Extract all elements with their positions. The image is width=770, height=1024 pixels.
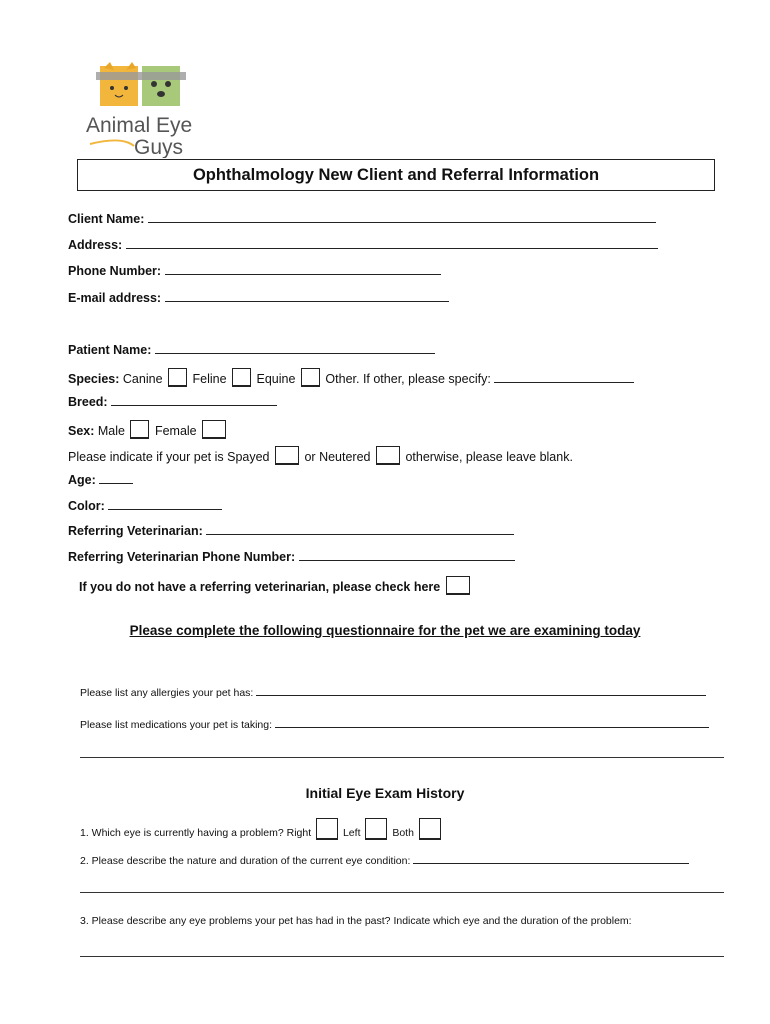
q1-both-checkbox[interactable] — [419, 818, 441, 840]
q3-label: 3. Please describe any eye problems your pet has had in the past? Indicate which eye and the duration of the problem: — [80, 915, 632, 927]
history-heading: Initial Eye Exam History — [305, 785, 465, 801]
q1-both-label: Both — [392, 827, 414, 839]
q1-right-label: Right — [286, 827, 312, 839]
q3-answer-line[interactable] — [80, 956, 724, 957]
no-ref-vet-label: If you do not have a referring veterinarian, please check here — [79, 580, 441, 594]
ref-vet-phone-field[interactable] — [299, 549, 515, 561]
form-title: Ophthalmology New Client and Referral Information — [77, 159, 715, 191]
no-ref-vet-row — [79, 576, 472, 595]
medications-extra-line[interactable] — [80, 757, 724, 758]
q1-right-checkbox[interactable] — [316, 818, 338, 840]
svg-text:Animal Eye: Animal Eye — [86, 114, 193, 137]
species-canine-label: Canine — [122, 372, 163, 386]
sex-row — [68, 420, 228, 439]
animal-eye-guys-logo — [82, 62, 202, 158]
medications-row — [80, 716, 709, 731]
q1-left-checkbox[interactable] — [365, 818, 387, 840]
sex-male-checkbox[interactable] — [130, 420, 149, 439]
email-label: E-mail address: — [68, 291, 162, 305]
client-name-field[interactable] — [148, 211, 656, 223]
age-row — [68, 472, 133, 487]
svg-text:Guys: Guys — [134, 136, 184, 158]
email-field[interactable] — [165, 290, 449, 302]
allergies-field[interactable] — [256, 684, 706, 696]
logo-icon — [82, 62, 202, 158]
medications-label: Please list medications your pet is taking: — [80, 719, 273, 731]
email-row — [68, 290, 449, 305]
species-feline-checkbox[interactable] — [232, 368, 251, 387]
ref-vet-phone-label: Referring Veterinarian Phone Number: — [68, 550, 296, 564]
spay-neuter-row — [68, 446, 573, 465]
color-row — [68, 498, 222, 513]
phone-label: Phone Number: — [68, 264, 162, 278]
sex-male-label: Male — [97, 424, 125, 438]
color-label: Color: — [68, 499, 105, 513]
sex-female-label: Female — [154, 424, 197, 438]
q2-field[interactable] — [413, 852, 689, 864]
no-ref-vet-checkbox[interactable] — [446, 576, 470, 595]
patient-name-field[interactable] — [155, 342, 435, 354]
sex-female-checkbox[interactable] — [202, 420, 226, 439]
address-field[interactable] — [126, 237, 658, 249]
ref-vet-label: Referring Veterinarian: — [68, 524, 203, 538]
breed-label: Breed: — [68, 395, 108, 409]
species-feline-label: Feline — [192, 372, 227, 386]
q1-left-label: Left — [342, 827, 361, 839]
age-label: Age: — [68, 473, 96, 487]
breed-field[interactable] — [111, 394, 277, 406]
client-name-row — [68, 211, 656, 226]
age-field[interactable] — [99, 472, 133, 484]
spayed-checkbox[interactable] — [275, 446, 299, 465]
q1-label: 1. Which eye is currently having a problem? — [80, 827, 284, 839]
q1-row — [80, 818, 443, 840]
species-other-label: Other. If other, please specify: — [325, 372, 491, 386]
q2-label: 2. Please describe the nature and duration of the current eye condition: — [80, 855, 411, 867]
phone-row — [68, 263, 441, 278]
color-field[interactable] — [108, 498, 222, 510]
spay-neuter-note: otherwise, please leave blank. — [405, 450, 573, 464]
spayed-label: Please indicate if your pet is Spayed — [68, 450, 270, 464]
q2-extra-line[interactable] — [80, 892, 724, 893]
address-row — [68, 237, 658, 252]
patient-name-label: Patient Name: — [68, 343, 152, 357]
species-row — [68, 368, 634, 387]
allergies-label: Please list any allergies your pet has: — [80, 687, 254, 699]
questionnaire-heading: Please complete the following questionnaire for the pet we are examining today — [129, 623, 641, 638]
ref-vet-phone-row — [68, 549, 515, 564]
address-label: Address: — [68, 238, 123, 252]
q2-row — [80, 852, 689, 867]
species-equine-label: Equine — [256, 372, 296, 386]
medications-field[interactable] — [275, 716, 709, 728]
ref-vet-row — [68, 523, 514, 538]
patient-name-row — [68, 342, 435, 357]
neutered-label: or Neutered — [304, 450, 371, 464]
phone-field[interactable] — [165, 263, 441, 275]
allergies-row — [80, 684, 706, 699]
species-other-checkbox[interactable] — [301, 368, 320, 387]
species-label: Species: — [68, 372, 120, 386]
breed-row — [68, 394, 277, 409]
ref-vet-field[interactable] — [206, 523, 514, 535]
q3-row — [80, 915, 632, 927]
species-canine-checkbox[interactable] — [168, 368, 187, 387]
species-other-field[interactable] — [494, 371, 634, 383]
sex-label: Sex: — [68, 424, 95, 438]
neutered-checkbox[interactable] — [376, 446, 400, 465]
client-name-label: Client Name: — [68, 212, 145, 226]
